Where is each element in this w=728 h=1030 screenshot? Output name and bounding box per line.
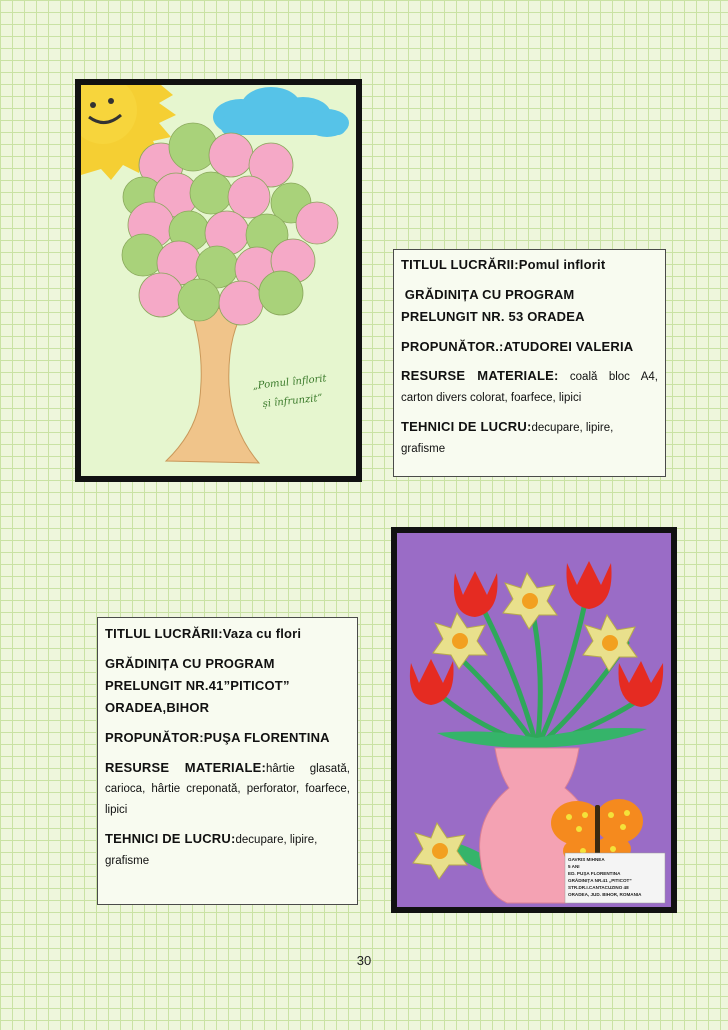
artwork-photo-tree <box>75 79 362 482</box>
vase-collage <box>397 533 671 907</box>
card1-resources-label: RESURSE MATERIALE: <box>401 368 559 384</box>
card2-resources <box>105 758 350 820</box>
info-card-2 <box>97 617 358 905</box>
handwritten-caption-line1: „Pomul înflorit <box>252 373 328 392</box>
card1-techniques-label: TEHNICI DE LUCRU: <box>401 419 532 435</box>
card2-title <box>105 624 350 644</box>
card1-techniques <box>401 417 658 459</box>
card2-proposer-label: PROPUNĂTOR: <box>105 730 204 746</box>
card2-kindergarten-line2: PRELUNGIT NR.41”PITICOT” <box>105 678 290 694</box>
card1-resources <box>401 366 658 408</box>
card1-title-value: Pomul inflorit <box>518 257 606 272</box>
artwork-label-line: ED. PUȘA FLORENTINA <box>568 871 621 876</box>
card1-proposer-label: PROPUNĂTOR.: <box>401 339 504 355</box>
handwritten-caption-line2: și înfrunzit” <box>262 392 324 410</box>
card1-kindergarten-line1: GRĂDINIȚA CU PROGRAM <box>401 287 575 303</box>
card2-proposer <box>105 728 350 748</box>
card1-kindergarten <box>401 284 658 328</box>
artwork-photo-vase <box>391 527 677 913</box>
card2-techniques <box>105 829 350 871</box>
artwork-label-line: GRĂDINIȚA NR.41 „PITICOT” <box>568 878 632 883</box>
card2-kindergarten-line3: ORADEA,BIHOR <box>105 700 210 716</box>
artwork-label-line: GAVRIS MIHNEA <box>568 857 605 862</box>
tree-collage <box>81 85 356 476</box>
card2-title-value: Vaza cu flori <box>222 626 302 641</box>
card2-kindergarten-line1: GRĂDINIȚA CU PROGRAM <box>105 656 275 672</box>
card2-kindergarten <box>105 653 350 719</box>
card2-techniques-value: decupare, lipire, grafisme <box>105 834 318 867</box>
page-number: 30 <box>356 953 372 968</box>
card1-proposer-value: ATUDOREI VALERIA <box>503 339 634 355</box>
card2-resources-value: hârtie glasată, carioca, hârtie creponată, perforator, foarfece, lipici <box>105 762 350 817</box>
card1-title <box>401 255 658 275</box>
artwork-label-line: ORADEA, JUD. BIHOR, ROMANIA <box>568 892 642 897</box>
card1-title-label: TITLUL LUCRĂRII: <box>401 257 519 272</box>
info-card-1 <box>393 249 666 477</box>
card2-techniques-label: TEHNICI DE LUCRU: <box>105 831 236 846</box>
card1-proposer <box>401 337 658 357</box>
artwork-label-line: 5 ANI <box>568 864 580 869</box>
card2-proposer-value: PUŞA FLORENTINA <box>203 730 330 746</box>
card1-kindergarten-line2: PRELUNGIT NR. 53 ORADEA <box>401 309 585 325</box>
card2-resources-label: RESURSE MATERIALE: <box>105 759 266 775</box>
card1-techniques-value: decupare, lipire, grafisme <box>401 422 614 455</box>
artwork-label-line: STR.DR.I.CANTACUZINO 48 <box>568 885 629 890</box>
card1-resources-value: coală bloc A4, carton divers colorat, foarfece, lipici <box>401 371 658 405</box>
card2-title-label: TITLUL LUCRĂRII: <box>105 626 223 641</box>
